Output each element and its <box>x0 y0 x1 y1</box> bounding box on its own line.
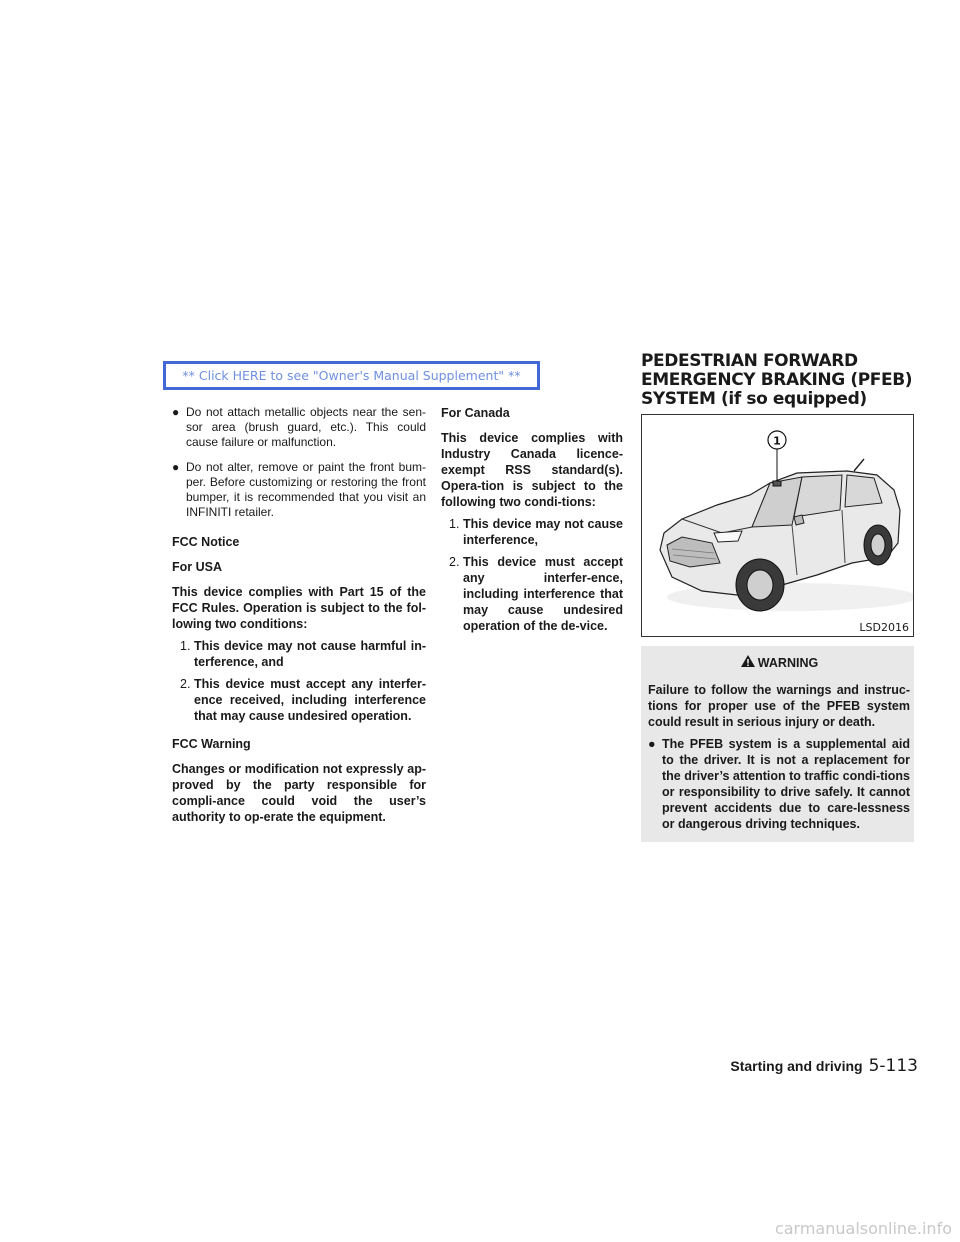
fcc-notice-heading: FCC Notice <box>172 535 240 549</box>
middle-column <box>441 405 623 640</box>
item-text: This device must accept any interfer-ence, including interference that may cause undesired operation of the de-vice. <box>463 555 623 633</box>
list-item <box>648 736 910 832</box>
bullet-text: The PFEB system is a supplemental aid to the driver. It is not a replacement for the driver’s attention to traffic condi-tions or responsibility to drive safely. It cannot prevent accidents due to care-lessness or dangerous driving techniques. <box>662 737 910 831</box>
item-text: This device may not cause interference, <box>463 517 623 547</box>
item-number: 2. <box>449 555 460 569</box>
list-item <box>441 516 623 548</box>
for-canada-heading: For Canada <box>441 406 510 420</box>
warning-heading <box>648 654 910 671</box>
warning-triangle-icon <box>740 654 756 671</box>
bullet-icon: ● <box>648 737 656 751</box>
bullet-text: Do not alter, remove or paint the front bum-per. Before customizing or restoring the front bumper, it is recommended that you visit an INFINITI retailer. <box>186 460 426 519</box>
list-item <box>172 676 426 724</box>
warning-intro: Failure to follow the warnings and instruc-tions for proper use of the PFEB system could result in serious injury or death. <box>648 683 910 729</box>
pfeb-figure <box>641 414 914 637</box>
bullet-icon: ● <box>172 405 180 419</box>
title-line: PEDESTRIAN FORWARD <box>641 351 858 371</box>
title-line: EMERGENCY BRAKING (PFEB) <box>641 370 913 390</box>
left-column <box>172 405 426 831</box>
watermark: carmanualsonline.info <box>774 1219 952 1238</box>
list-item <box>172 638 426 670</box>
supplement-link-banner[interactable]: ** Click HERE to see "Owner's Manual Supplement" ** <box>163 361 540 390</box>
right-column <box>641 352 914 842</box>
item-number: 1. <box>449 517 460 531</box>
title-line: SYSTEM (if so equipped) <box>641 389 867 409</box>
fcc-warning-heading: FCC Warning <box>172 737 251 751</box>
footer-section: Starting and driving <box>730 1058 863 1074</box>
warning-title: WARNING <box>757 655 819 670</box>
warning-statement: Changes or modification not expressly ap-proved by the party responsible for compli-ance could void the user’s authority to op-erate the equipment. <box>172 762 426 824</box>
section-title <box>641 352 914 409</box>
for-usa-heading: For USA <box>172 560 222 574</box>
item-text: This device must accept any interfer-ence received, including interference that may cause undesired operation. <box>194 677 426 723</box>
figure-callout: 1 <box>773 434 781 448</box>
usa-statement: This device complies with Part 15 of the FCC Rules. Operation is subject to the fol-lowing two conditions: <box>172 585 426 631</box>
list-item <box>172 460 426 520</box>
page-number: 5-113 <box>868 1056 918 1076</box>
item-number: 1. <box>180 639 191 653</box>
item-number: 2. <box>180 677 191 691</box>
item-text: This device may not cause harmful in-terference, and <box>194 639 426 669</box>
list-item <box>172 405 426 450</box>
page-footer <box>730 1056 918 1076</box>
warning-box <box>641 646 914 842</box>
figure-label: LSD2016 <box>859 621 909 634</box>
list-item <box>441 554 623 634</box>
bullet-icon: ● <box>172 460 180 474</box>
canada-statement: This device complies with Industry Canada licence-exempt RSS standard(s). Opera-tion is subject to the following two condi-tions: <box>441 431 623 509</box>
vehicle-illustration <box>642 415 913 636</box>
bullet-text: Do not attach metallic objects near the sen-sor area (brush guard, etc.). This could cause failure or malfunction. <box>186 405 426 449</box>
